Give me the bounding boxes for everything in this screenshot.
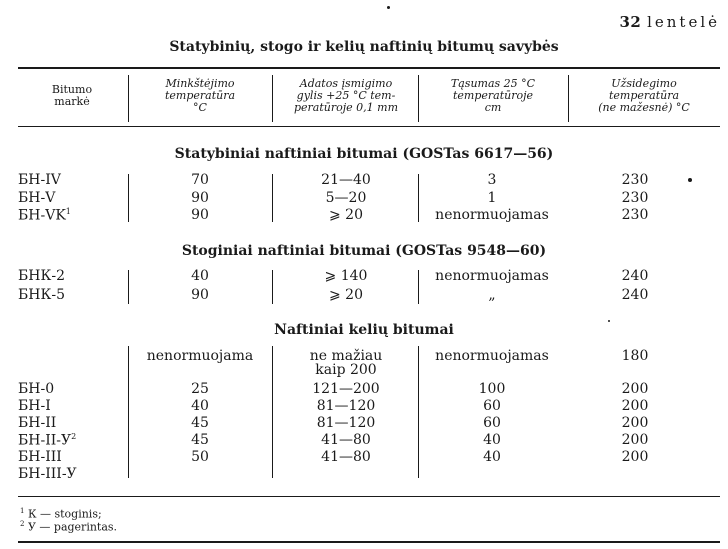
footnote-2 [20, 518, 117, 534]
row-ductility: 1 [487, 190, 497, 206]
section-title-statybiniai: Statybiniai naftiniai bitumai (GOSTas 6617—56) [174, 146, 554, 162]
header-sep-3 [418, 75, 419, 122]
row-flash: 200 [621, 415, 649, 431]
row-mark: БН-0 [18, 381, 55, 397]
bottom-rule [18, 496, 720, 497]
row-mark: БН-III-У [18, 466, 77, 482]
row-flash: 200 [621, 381, 649, 397]
header-line: gylis +25 °C tem- [296, 89, 396, 102]
header-line: temperatūroje [452, 89, 534, 102]
penetration-line: kaip 200 [315, 362, 377, 378]
section2-sep-2 [272, 270, 273, 304]
row-flash: 200 [621, 398, 649, 414]
row-flash: 240 [621, 287, 649, 303]
row-ductility: 40 [483, 432, 501, 448]
row-penetration: 41—80 [321, 432, 371, 448]
row-softening: 90 [191, 287, 209, 303]
row-flash: 230 [621, 172, 649, 188]
row-ductility: nenormuojamas [435, 348, 549, 364]
row-penetration: 21—40 [321, 172, 371, 188]
row-penetration: ⩾ 20 [329, 207, 363, 223]
section1-sep-1 [128, 174, 129, 222]
row-mark: БН-I [18, 398, 51, 414]
footnote-ref: 2 [71, 432, 77, 441]
footnote-text: К — stoginis; [27, 507, 102, 521]
row-penetration [276, 349, 416, 377]
section-title-stoginiai: Stoginiai naftiniai bitumai (GOSTas 9548—60) [181, 243, 547, 259]
row-mark [18, 207, 71, 224]
row-mark: БН-IV [18, 172, 61, 188]
row-softening: 90 [191, 207, 209, 223]
section3-sep-3 [418, 346, 419, 478]
section3-sep-1 [128, 346, 129, 478]
header-line: markė [54, 95, 90, 108]
header-sep-1 [128, 75, 129, 122]
row-softening: 45 [191, 432, 209, 448]
row-mark: БНК-5 [18, 287, 65, 303]
table-number [619, 13, 720, 31]
row-mark [18, 432, 76, 449]
header-line: (ne mažesnė) °C [598, 101, 690, 114]
row-ductility: 40 [483, 449, 501, 465]
row-penetration: 5—20 [325, 190, 367, 206]
row-ductility: 60 [483, 415, 501, 431]
row-ductility: „ [488, 287, 496, 303]
header-softening [130, 78, 270, 114]
header-line: temperatūra [608, 89, 680, 102]
end-rule [18, 541, 720, 543]
footnote-mark: 2 [20, 520, 25, 528]
header-ductility [420, 78, 566, 114]
scan-speck [387, 6, 390, 9]
scan-speck [608, 320, 610, 322]
row-penetration: 121—200 [312, 381, 380, 397]
section2-sep-1 [128, 270, 129, 304]
row-penetration: 81—120 [316, 398, 376, 414]
row-flash: 240 [621, 268, 649, 284]
row-ductility: 100 [478, 381, 506, 397]
row-flash: 230 [621, 190, 649, 206]
row-flash: 200 [621, 449, 649, 465]
row-flash: 200 [621, 432, 649, 448]
row-softening: 40 [191, 398, 209, 414]
row-ductility: 60 [483, 398, 501, 414]
header-penetration [274, 78, 418, 114]
row-mark: БН-II [18, 415, 57, 431]
table-number-value: 32 [619, 13, 642, 31]
header-bitumo-marke [18, 84, 126, 108]
row-softening: 45 [191, 415, 209, 431]
row-softening: 40 [191, 268, 209, 284]
row-flash: 230 [621, 207, 649, 223]
header-line: Užsidegimo [611, 77, 677, 90]
row-mark-text: БН-VK [18, 207, 66, 224]
footnote-mark: 1 [20, 507, 25, 515]
header-line: Adatos įsmigimo [299, 77, 393, 90]
row-softening: 50 [191, 449, 209, 465]
footnote-ref: 1 [65, 207, 71, 216]
penetration-line: ne mažiau [309, 348, 383, 364]
row-softening: 90 [191, 190, 209, 206]
row-flash: 180 [621, 348, 649, 364]
row-mark-text: БН-II-У [18, 432, 72, 449]
row-ductility: 3 [487, 172, 497, 188]
section1-sep-2 [272, 174, 273, 222]
section3-sep-2 [272, 346, 273, 478]
header-line: Bitumo [51, 83, 93, 96]
header-line: cm [484, 101, 502, 114]
row-softening: 25 [191, 381, 209, 397]
top-rule [18, 67, 720, 69]
footnote-text: У — pagerintas. [27, 520, 118, 534]
section2-sep-3 [418, 270, 419, 304]
section-title-keliu: Naftiniai kelių bitumai [274, 322, 454, 338]
row-penetration: ⩾ 20 [329, 287, 363, 303]
table-title: Statybinių, stogo ir kelių naftinių bitumų savybės [169, 39, 559, 55]
row-penetration: 41—80 [321, 449, 371, 465]
header-flash-point [570, 78, 718, 114]
header-rule [18, 126, 720, 127]
section1-sep-3 [418, 174, 419, 222]
row-penetration: ⩾ 140 [324, 268, 368, 284]
header-sep-4 [568, 75, 569, 122]
table-word: lentelė [647, 13, 720, 31]
row-mark: БН-V [18, 190, 56, 206]
scan-speck [688, 178, 692, 182]
row-penetration: 81—120 [316, 415, 376, 431]
header-line: Tąsumas 25 °C [450, 77, 536, 90]
row-softening: 70 [191, 172, 209, 188]
header-line: temperatūra [164, 89, 236, 102]
header-line: °C [193, 101, 207, 114]
row-mark: БНК-2 [18, 268, 65, 284]
header-sep-2 [272, 75, 273, 122]
header-line: peratūroje 0,1 mm [293, 101, 399, 114]
header-line: Minkštėjimo [165, 77, 235, 90]
row-ductility: nenormuojamas [435, 207, 549, 223]
row-ductility: nenormuojamas [435, 268, 549, 284]
row-mark: БН-III [18, 449, 62, 465]
row-softening: nenormuojama [146, 348, 254, 364]
